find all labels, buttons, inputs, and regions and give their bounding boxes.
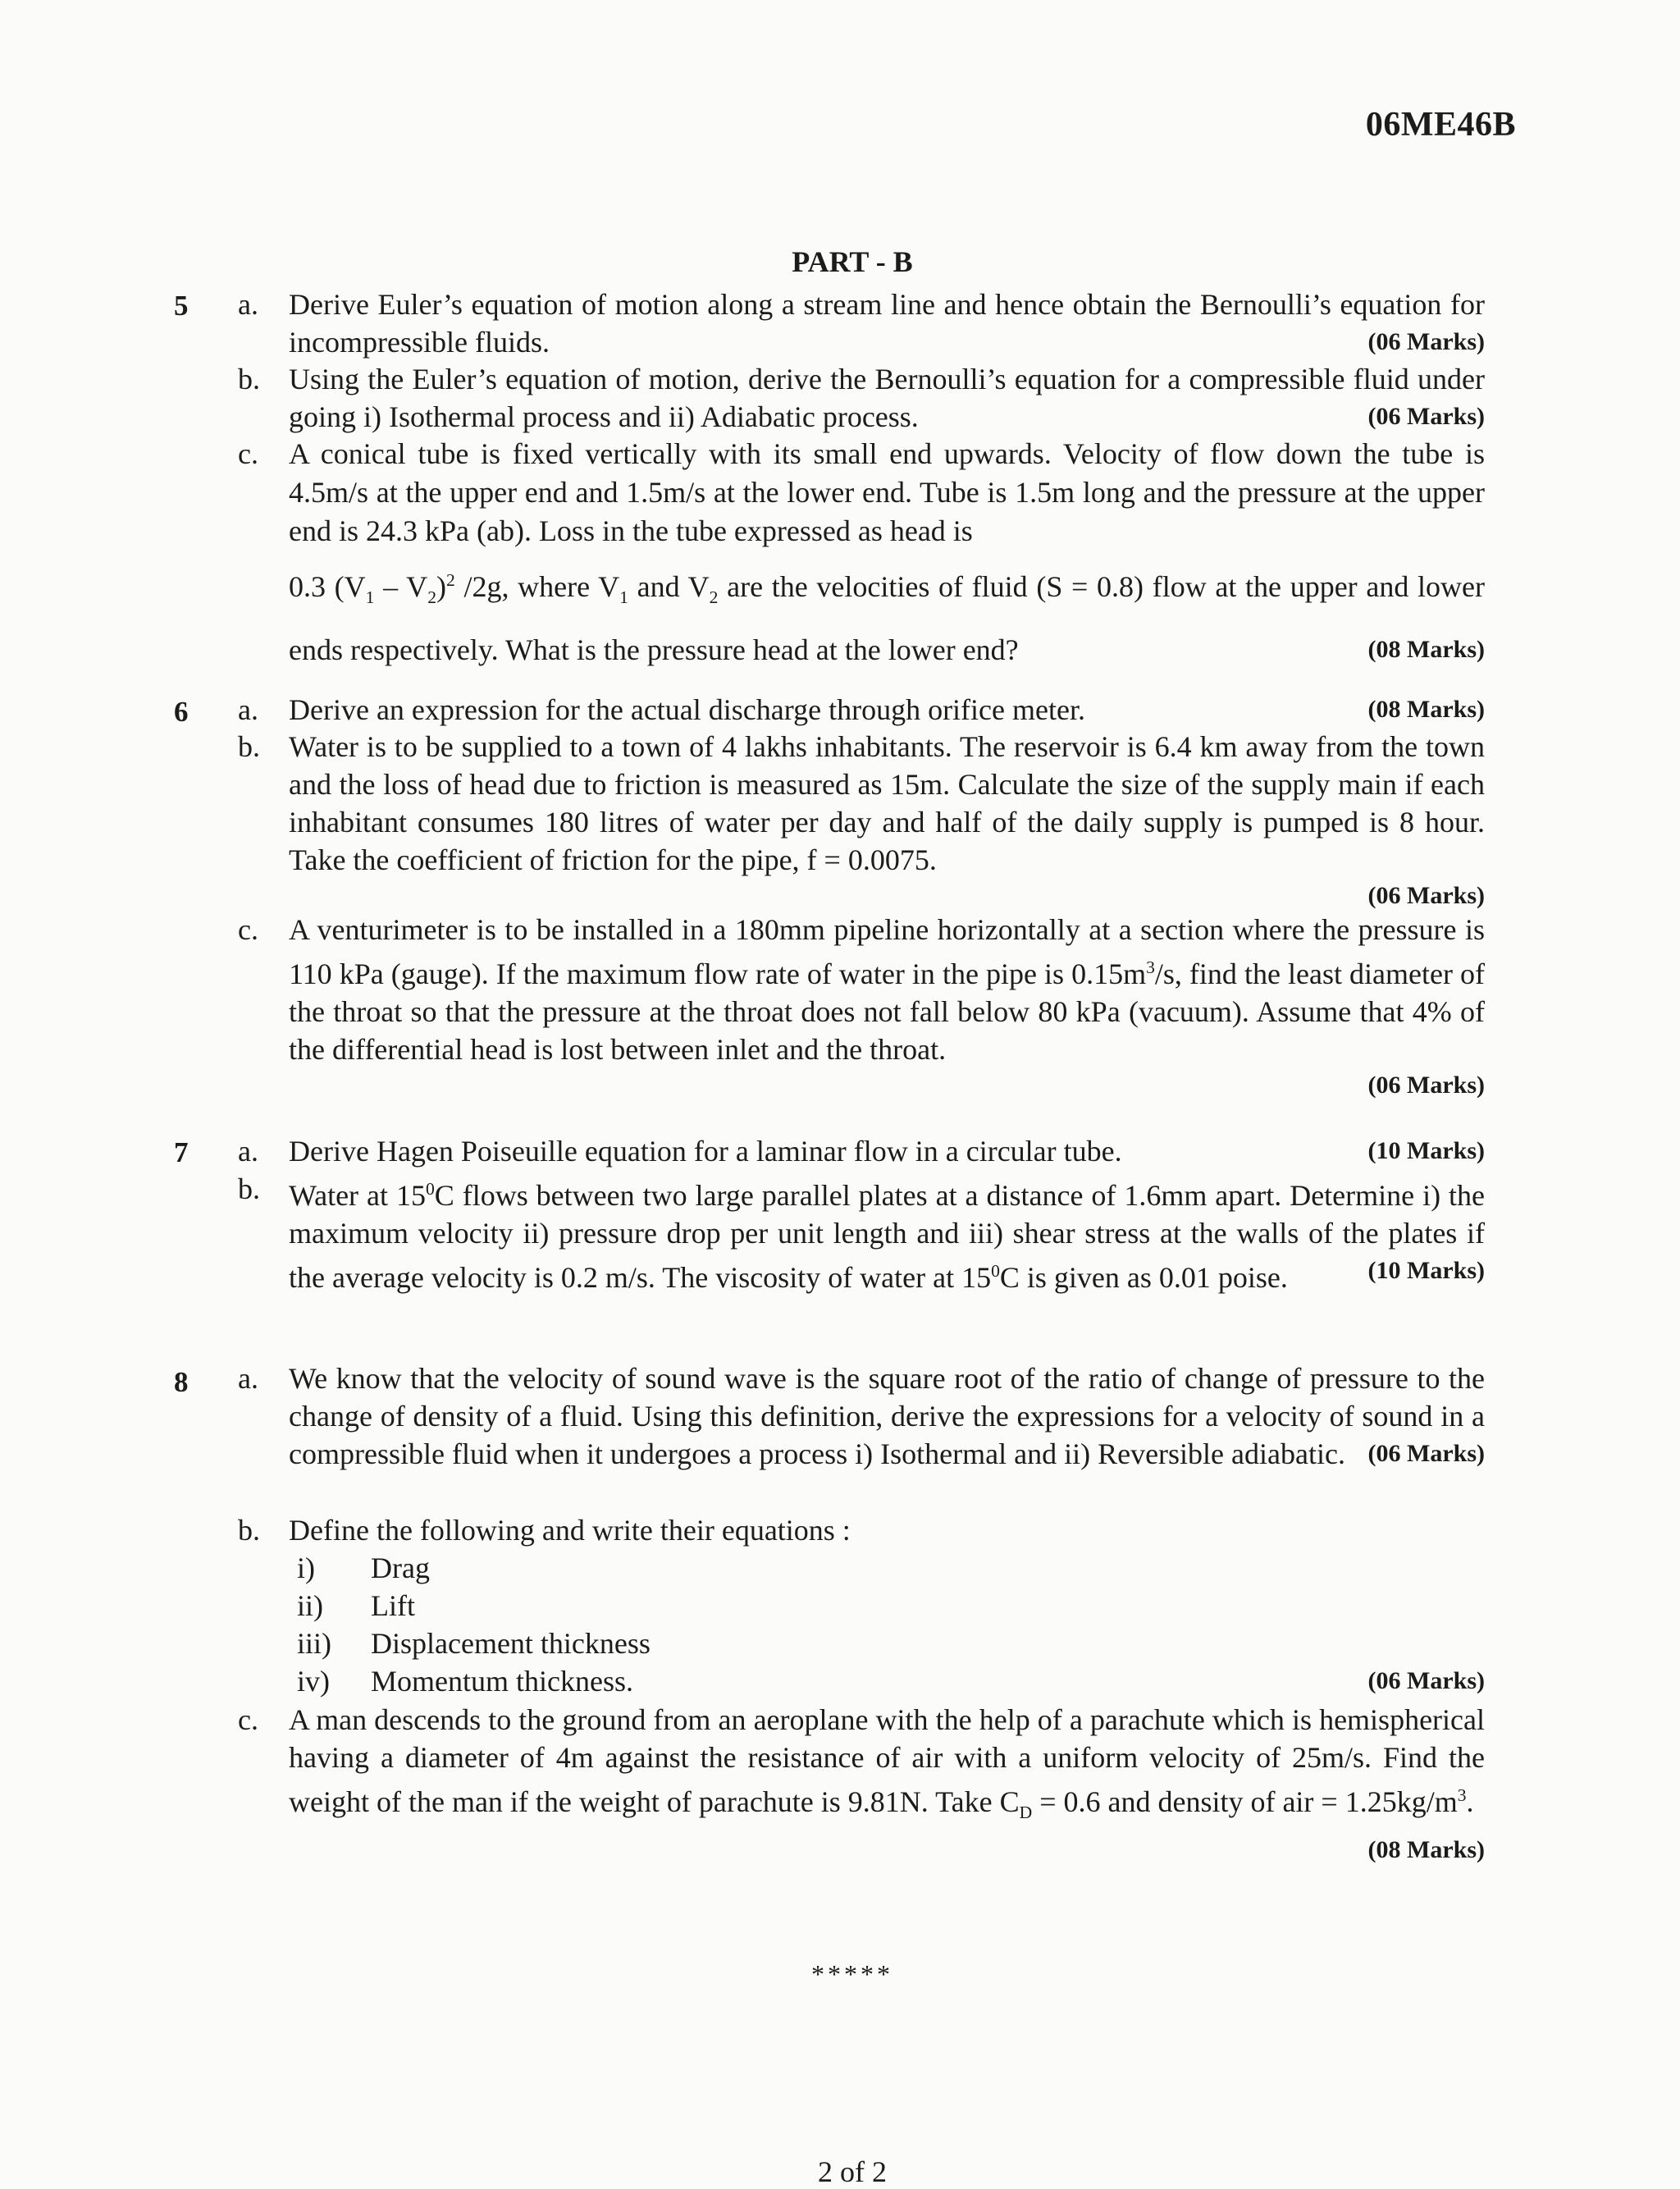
part-label: a.: [238, 288, 258, 321]
marks: (08 Marks): [1367, 1836, 1485, 1864]
question-5c: [238, 435, 1485, 676]
question-text: Derive an expression for the actual discharge through orifice meter.: [289, 693, 1085, 726]
question-7a: [238, 1132, 1485, 1170]
marks: (06 Marks): [1367, 882, 1485, 909]
question-number: 8: [174, 1366, 189, 1398]
part-label: c.: [238, 437, 258, 470]
marks: (08 Marks): [1367, 696, 1485, 723]
question-text: We know that the velocity of sound wave is the square root of the ratio of change of pressure to the change of density of a fluid. Using this definition, derive the expressions for a velocity of sound in a compressible fluid when it undergoes a process i) Isothermal and ii) Reversible adiabatic.: [289, 1362, 1485, 1470]
definition-list: [289, 1549, 1485, 1700]
question-7b: [238, 1170, 1485, 1296]
question-5a: [238, 286, 1485, 361]
marks: (06 Marks): [1367, 403, 1485, 430]
question-8a: [238, 1360, 1485, 1473]
list-item: ii) Lift: [297, 1589, 415, 1622]
question-6c: [238, 911, 1485, 1103]
part-label: b.: [238, 1514, 260, 1547]
part-label: c.: [238, 913, 258, 946]
marks: (06 Marks): [1367, 1072, 1485, 1099]
part-label: a.: [238, 1135, 258, 1168]
part-label: c.: [238, 1703, 258, 1736]
question-5b: [238, 360, 1485, 436]
marks: (06 Marks): [1367, 328, 1485, 355]
question-text: Define the following and write their equations :: [289, 1514, 851, 1547]
question-text: Derive Hagen Poiseuille equation for a laminar flow in a circular tube.: [289, 1135, 1122, 1168]
marks: (06 Marks): [1367, 1440, 1485, 1467]
question-text: Water at $15^0C$ flows between two large parallel plates at a distance of 1.6mm apart. Determine i) the maximum velocity ii) pressure drop per unit length and iii) shear stress at the walls of the plates if the average velocity is 0.2 m/s. The viscosity of water at $15^0C$ is given as 0.01 poise.: [289, 1179, 1486, 1294]
page-number: 2 of 2: [818, 2155, 887, 2188]
paper-code: 06ME46B: [1365, 106, 1516, 144]
part-label: b.: [238, 1172, 260, 1205]
question-text: A conical tube is fixed vertically with its small end upwards. Velocity of flow down the tube is 4.5m/s at the upper end and 1.5m/s at the lower end. Tube is 1.5m long and the pressure at the upper end is 24.3 kPa (ab). Loss in the tube expressed as head is: [289, 437, 1485, 547]
part-label: b.: [238, 363, 260, 395]
marks: (10 Marks): [1367, 1137, 1485, 1164]
question-6b: [238, 728, 1485, 913]
question-text: A man descends to the ground from an aeroplane with the help of a parachute which is hemispherical having a diameter of 4m against the resistance of air with a uniform velocity of 25m/s. Find the weight of the man if the weight of parachute is 9.81N. Take $C_D = 0.6$ and density of air = $1.25kg/m^3$.: [289, 1703, 1485, 1823]
marks: (08 Marks): [1367, 636, 1485, 664]
part-label: a.: [238, 693, 258, 726]
question-8c: [238, 1701, 1485, 1869]
part-title: PART - B: [792, 245, 913, 278]
marks: (06 Marks): [1367, 1667, 1485, 1694]
question-6a: [238, 691, 1485, 729]
question-text: Derive Euler’s equation of motion along a stream line and hence obtain the Bernoulli’s equation for incompressible fluids.: [289, 288, 1485, 359]
question-text-tail: are the velocities of fluid (S = 0.8) flow at the upper and lower ends respectively. What is the pressure head at the lower end?: [289, 570, 1485, 667]
question-number: 7: [174, 1136, 189, 1168]
end-stars: *****: [811, 1959, 893, 1989]
part-label: b.: [238, 730, 260, 763]
list-item: iii) Displacement thickness: [297, 1627, 651, 1660]
question-text: Using the Euler’s equation of motion, derive the Bernoulli’s equation for a compressible fluid under going i) Isothermal process and ii) Adiabatic process.: [289, 363, 1485, 433]
question-text: A venturimeter is to be installed in a 180mm pipeline horizontally at a section where the pressure is 110 kPa (gauge). If the maximum flow rate of water in the pipe is $0.15m^3/s$, find the least diameter of the throat so that the pressure at the throat does not fall below 80 kPa (vacuum). Assume that 4% of the differential head is lost between inlet and the throat.: [289, 913, 1485, 1066]
list-item: iv) Momentum thickness. (06 Marks): [289, 1662, 1485, 1700]
list-item: i) Drag: [297, 1551, 430, 1584]
loss-formula: 0.3 $(V_1 - V_2)^2$ /2g: [289, 570, 502, 608]
loss-formula-line: 0.3 $(V_1 - V_2)^2$ /2g, where $V_1$ and $V_2$ are the velocities of fluid (S = 0.8) flow at the upper and lower ends respectively. What is the pressure head at the lower end? (08 Marks): [289, 554, 1485, 606]
question-8b: [238, 1511, 1485, 1700]
question-number: 5: [174, 290, 189, 322]
marks: (10 Marks): [1367, 1257, 1485, 1284]
part-label: a.: [238, 1362, 258, 1395]
question-number: 6: [174, 696, 189, 728]
question-text: Water is to be supplied to a town of 4 lakhs inhabitants. The reservoir is 6.4 km away from the town and the loss of head due to friction is measured as 15m. Calculate the size of the supply main if each inhabitant consumes 180 litres of water per day and half of the daily supply is pumped is 8 hour. Take the coefficient of friction for the pipe, f = 0.0075.: [289, 730, 1485, 876]
